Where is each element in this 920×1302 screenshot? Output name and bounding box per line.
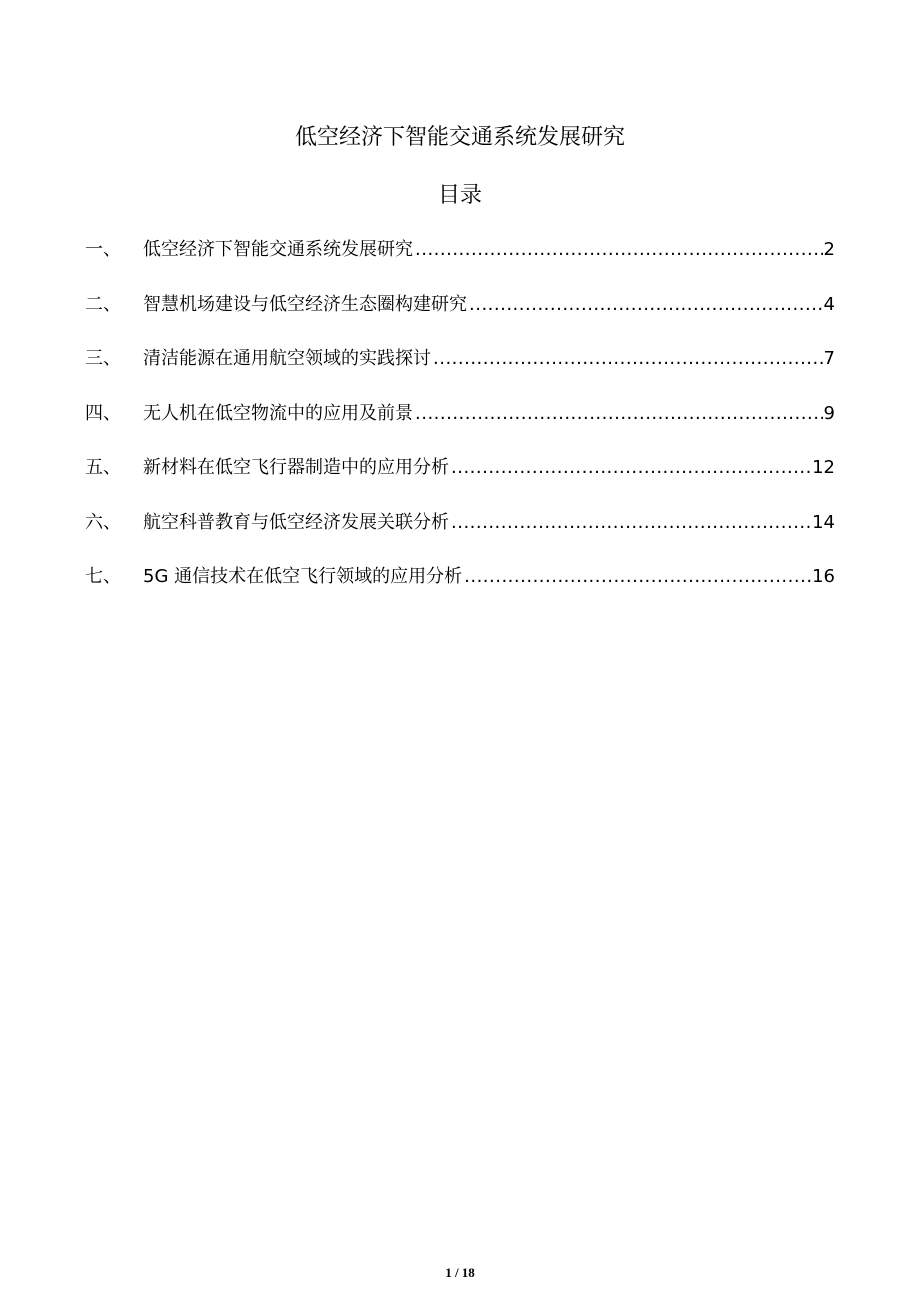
toc-title: 低空经济下智能交通系统发展研究: [143, 239, 413, 260]
toc-leader-dots: [433, 343, 823, 375]
toc-leader-dots: [464, 561, 811, 593]
toc-page-number: 7: [823, 348, 835, 369]
toc-page-number: 14: [812, 511, 835, 533]
toc-page-number: 2: [823, 239, 835, 260]
toc-title: 无人机在低空物流中的应用及前景: [143, 402, 413, 424]
toc-entry-4[interactable]: [85, 398, 835, 453]
toc-title: 5G 通信技术在低空飞行领域的应用分析: [143, 566, 463, 587]
toc-entry-2[interactable]: [85, 289, 835, 344]
toc-leader-dots: [415, 398, 823, 430]
toc-page-number: 9: [823, 402, 835, 424]
toc-number: 七、: [85, 566, 121, 587]
toc-number: 三、: [85, 348, 121, 369]
table-of-contents: [85, 234, 835, 616]
toc-page-number: 16: [812, 566, 835, 587]
toc-title: 清洁能源在通用航空领域的实践探讨: [143, 348, 431, 369]
toc-title: 新材料在低空飞行器制造中的应用分析: [143, 457, 449, 478]
page-number-footer: 1 / 18: [445, 1265, 475, 1280]
toc-page-number: 12: [812, 457, 835, 478]
toc-number: 五、: [85, 457, 121, 478]
toc-leader-dots: [451, 507, 811, 539]
toc-heading: 目录: [437, 183, 482, 208]
toc-entry-1[interactable]: [85, 234, 835, 289]
toc-title: 智慧机场建设与低空经济生态圈构建研究: [143, 293, 467, 315]
toc-number: 一、: [85, 239, 121, 260]
toc-entry-5[interactable]: [85, 452, 835, 507]
toc-leader-dots: [469, 289, 823, 321]
toc-page-number: 4: [823, 293, 835, 315]
document-title: 低空经济下智能交通系统发展研究: [294, 125, 625, 150]
toc-entry-7[interactable]: [85, 561, 835, 616]
toc-number: 六、: [85, 511, 121, 533]
toc-leader-dots: [451, 452, 811, 484]
toc-entry-3[interactable]: [85, 343, 835, 398]
toc-number: 二、: [85, 293, 121, 315]
toc-number: 四、: [85, 402, 121, 424]
toc-entry-6[interactable]: [85, 507, 835, 562]
toc-title: 航空科普教育与低空经济发展关联分析: [143, 511, 449, 533]
toc-leader-dots: [415, 234, 823, 266]
